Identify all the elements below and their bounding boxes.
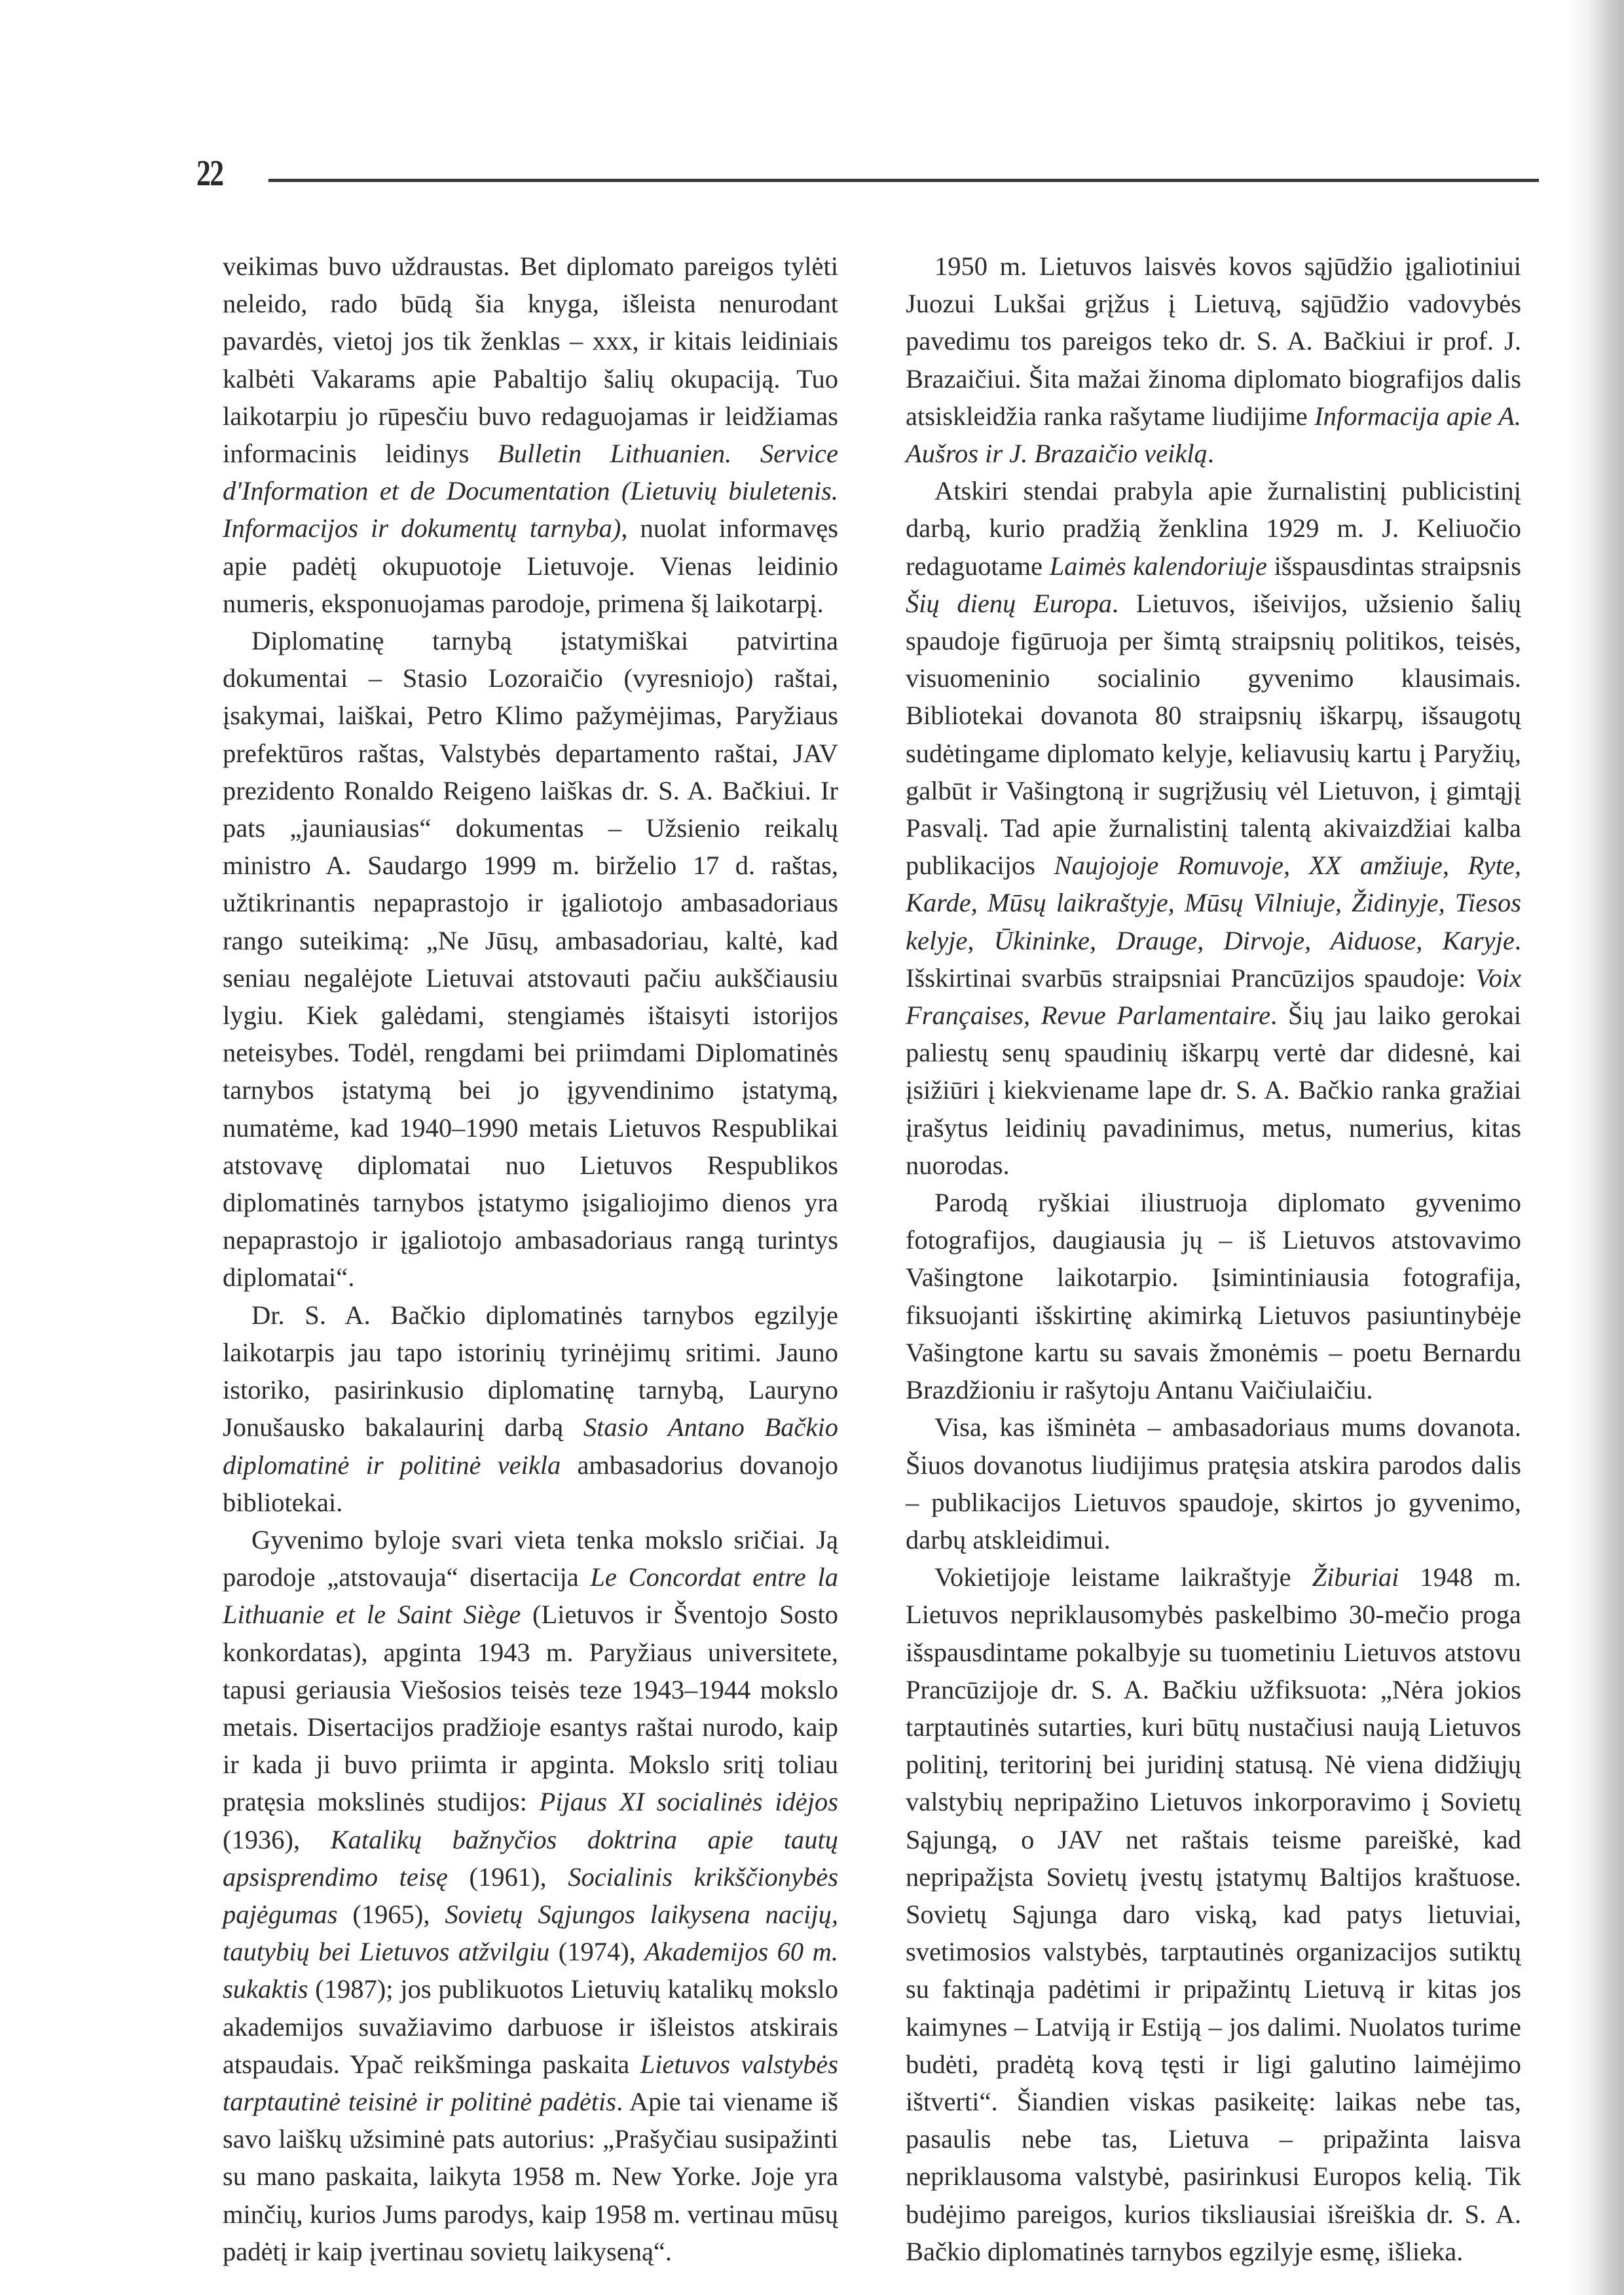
italic-title-text: Katalikų bažnyčios doktrina apie tautų apsisprendimo teisę [223,1824,838,1892]
body-text: . Apie tai viename iš savo laiškų užsiminė pats autorius: „Prašyčiau susipažinti su mano paskaita, laikyta 1958 m. New Yorke. Joje yra minčių, kurios Jums parodys, kaip 1958 m. vertinau mūsų padėtį ir kaip įvertinau sovietų laikyseną“. [223,2086,838,2266]
italic-title-text: Bulletin Lithuanien. Service d'Information et de Documentation (Lietuvių biuletenis. Informacijos ir dokumentų tarnyba) [223,439,838,543]
body-text: (1936), [223,1824,331,1854]
italic-title-text: Šių dienų Europa [906,588,1112,618]
paragraph [906,472,1521,1184]
italic-title-text: Naujojoje Romuvoje, XX amžiuje, Ryte, Karde, Mūsų laikraštyje, Mūsų Vilniuje, Židinyje, Tiesos kelyje, Ūkininke, Drauge, Dirvoje, Aiduose, Karyje [906,851,1521,955]
paragraph [223,1521,838,2270]
body-text: (1974), [549,1937,645,1967]
body-text: (1987); jos publikuotos Lietuvių katalikų mokslo akademijos suvažiavimo darbuose ir išleistos atskirais atspaudais. Ypač reikšminga paskaita [223,1974,838,2079]
body-text: (1961), [447,1862,568,1892]
paragraph [906,1408,1521,1558]
body-text: 1948 m. Lietuvos nepriklausomybės paskelbimo 30-mečio proga išspausdintame pokalbyje su tuometiniu Lietuvos atstovu Prancūzijoje dr. S. A. Bačkiu užfiksuota: „Nėra jokios tarptautinės sutarties, kuri būtų nustačiusi naują Lietuvos politinį, teritorinį bei juridinį statusą. Nė viena didžiųjų valstybių nepripažino Lietuvos inkorporavimo į Sovietų Sąjungą, o JAV net raštais teisme pareiškė, kad nepripažįsta Sovietų įvestų įstatymų Baltijos kraštuose. Sovietų Sąjunga daro viską, kad patys lietuviai, svetimosios valstybės, tarptautinės organizacijos sutiktų su faktinąja padėtimi ir pripažintų Lietuvą ir kitas jos kaimynes – Latviją ir Estiją – jos dalimi. Nuolatos turime budėti, pradėtą kovą tęsti ir ligi galutino laimėjimo ištverti“. Šiandien viskas pasikeitę: laikas nebe tas, pasaulis nebe tas, Lietuva – pripažinta laisva nepriklausoma valstybė, pasirinkusi Europos kelią. Tik budėjimo pareigos, kurios tiksliausiai išreiškia dr. S. A. Bačkio diplomatinės tarnybos egzilyje esmę, išlieka. [906,1562,1521,2266]
body-text: Gyvenimo byloje svari vieta tenka mokslo sričiai. Ją parodoje „atstovauja“ disertacija [223,1524,838,1592]
italic-title-text: Voix Françaises, Revue Parlamentaire [906,963,1521,1031]
italic-title-text: Pijaus XI socialinės idėjos [539,1787,839,1817]
italic-title-text: Informacija apie A. Aušros ir J. Brazaičio veiklą [906,401,1521,469]
paragraph [223,622,838,1296]
body-text: . [1207,439,1214,469]
body-text: . Šių jau laiko gerokai paliestų senų spaudinių iškarpų vertė dar didesnė, kai įsižiūri į kiekviename lape dr. S. A. Bačkio ranka gražiai įrašytus leidinių pavadinimus, metus, numerius, kitas nuorodas. [906,1001,1521,1180]
paragraph [223,1296,838,1521]
page-number: 22 [196,153,223,194]
body-text: 1950 m. Lietuvos laisvės kovos sąjūdžio įgaliotiniui Juozui Lukšai grįžus į Lietuvą, sąjūdžio vadovybės pavedimu tos pareigos teko dr. S. A. Bačkiui ir prof. J. Brazaičiui. Šita mažai žinoma diplomato biografijos dalis atsiskleidžia ranka rašytame liudijime [906,251,1521,431]
header-rule [268,179,1539,182]
body-text: veikimas buvo uždraustas. Bet diplomato pareigos tylėti neleido, rado būdą šia knyga, išleista nenurodant pavardės, vietoj jos tik ženklas – xxx, ir kitais leidiniais kalbėti Vakarams apie Pabaltijo šalių okupaciją. Tuo laikotarpiu jo rūpesčiu buvo redaguojamas ir leidžiamas informacinis leidinys [223,251,838,469]
paragraph [906,1184,1521,1408]
paragraph [223,248,838,622]
paragraph [906,248,1521,472]
body-text: Atskiri stendai prabyla apie žurnalistinį publicistinį darbą, kurio pradžią ženklina 1929 m. J. Keliuočio redaguotame [906,476,1521,581]
paragraph [906,1558,1521,2270]
body-text: . Lietuvos, išeivijos, užsienio šalių spaudoje figūruoja per šimtą straipsnių politikos, teisės, visuomeninio socialinio gyvenimo klausimais. Bibliotekai dovanota 80 straipsnių iškarpų, išsaugotų sudėtingame diplomato kelyje, keliavusių kartu į Paryžių, galbūt ir Vašingtoną ir sugrįžusių vėl Lietuvon, į gimtąjį Pasvalį. Tad apie žurnalistinį talentą akivaizdžiai kalba publikacijos [906,588,1521,881]
italic-title-text: Lietuvos valstybės tarptautinė teisinė ir politinė padėtis [223,2049,838,2116]
italic-title-text: Socialinis krikščionybės pajėgumas [223,1862,838,1929]
italic-title-text: Laimės kalendoriuje [1049,551,1268,581]
italic-title-text: Sovietų Sąjungos laikysena nacijų, tautybių bei Lietuvos atžvilgiu [223,1899,838,1967]
italic-title-text: Akademijos 60 m. sukaktis [223,1937,838,2004]
left-column [223,248,838,2270]
italic-title-text: Žiburiai [1312,1562,1399,1592]
body-text: (Lietuvos ir Šventojo Sosto konkordatas), apginta 1943 m. Paryžiaus universitete, tapusi geriausia Viešosios teisės teze 1943–1944 mokslo metais. Disertacijos pradžioje esantys raštai nurodo, kaip ir kada ji buvo priimta ir apginta. Mokslo sritį toliau pratęsia mokslinės studijos: [223,1600,839,1817]
body-text: Diplomatinę tarnybą įstatymiškai patvirtina dokumentai – Stasio Lozoraičio (vyresniojo) raštai, įsakymai, laiškai, Petro Klimo pažymėjimas, Paryžiaus prefektūros raštas, Valstybės departamento raštai, JAV prezidento Ronaldo Reigeno laiškas dr. S. A. Bačkiui. Ir pats „jauniausias“ dokumentas – Užsienio reikalų ministro A. Saudargo 1999 m. birželio 17 d. raštas, užtikrinantis nepaprastojo ir įgaliotojo ambasadoriaus rango suteikimą: „Ne Jūsų, ambasadoriau, kaltė, kad seniau negalėjote Lietuvai atstovauti pačiu aukščiausiu lygiu. Kiek galėdami, stengiamės ištaisyti istorijos neteisybes. Todėl, rengdami bei priimdami Diplomatinės tarnybos įstatymą bei jo įgyvendinimo įstatymą, numatėme, kad 1940–1990 metais Lietuvos Respublikai atstovavę diplomatai nuo Lietuvos Respublikos diplomatinės tarnybos įstatymo įsigaliojimo dienos yra nepaprastojo ir įgaliotojo ambasadoriaus rangą turintys diplomatai“. [223,626,838,1293]
italic-title-text: Stasio Antano Bačkio diplomatinė ir politinė veikla [223,1412,839,1480]
body-text: ambasadorius dovanojo bibliotekai. [223,1450,838,1517]
page-edge-shadow [1565,0,1624,2295]
page-header [196,154,1539,206]
body-text: . Išskirtinai svarbūs straipsniai Prancūzijos spaudoje: [906,925,1521,993]
body-text: , nuolat informavęs apie padėtį okupuotoje Lietuvoje. Vienas leidinio numeris, eksponuojamas parodoje, primena šį laikotarpį. [223,513,838,618]
body-text: (1965), [337,1899,445,1929]
right-column [906,248,1521,2270]
italic-title-text: Le Concordat entre la Lithuanie et le Saint Siège [223,1562,838,1630]
body-text: Parodą ryškiai iliustruoja diplomato gyvenimo fotografijos, daugiausia jų – iš Lietuvos atstovavimo Vašingtone laikotarpio. Įsimintiniausia fotografija, fiksuojanti išskirtinę akimirką Lietuvos pasiuntinybėje Vašingtone kartu su savais žmonėmis – poetu Bernardu Brazdžioniu ir rašytoju Antanu Vaičiulaičiu. [906,1188,1521,1405]
body-text: Vokietijoje leistame laikraštyje [934,1562,1312,1592]
body-text: Visa, kas išminėta – ambasadoriaus mums dovanota. Šiuos dovanotus liudijimus pratęsia atskira parodos dalis – publikacijos Lietuvos spaudoje, skirtos jo gyvenimo, darbų atskleidimui. [906,1412,1521,1554]
body-text: išspausdintas straipsnis [1267,551,1521,581]
body-text: Dr. S. A. Bačkio diplomatinės tarnybos egzilyje laikotarpis jau tapo istorinių tyrinėjimų sritimi. Jauno istoriko, pasirinkusio diplomatinę tarnybą, Lauryno Jonušausko bakalaurinį darbą [223,1300,838,1442]
